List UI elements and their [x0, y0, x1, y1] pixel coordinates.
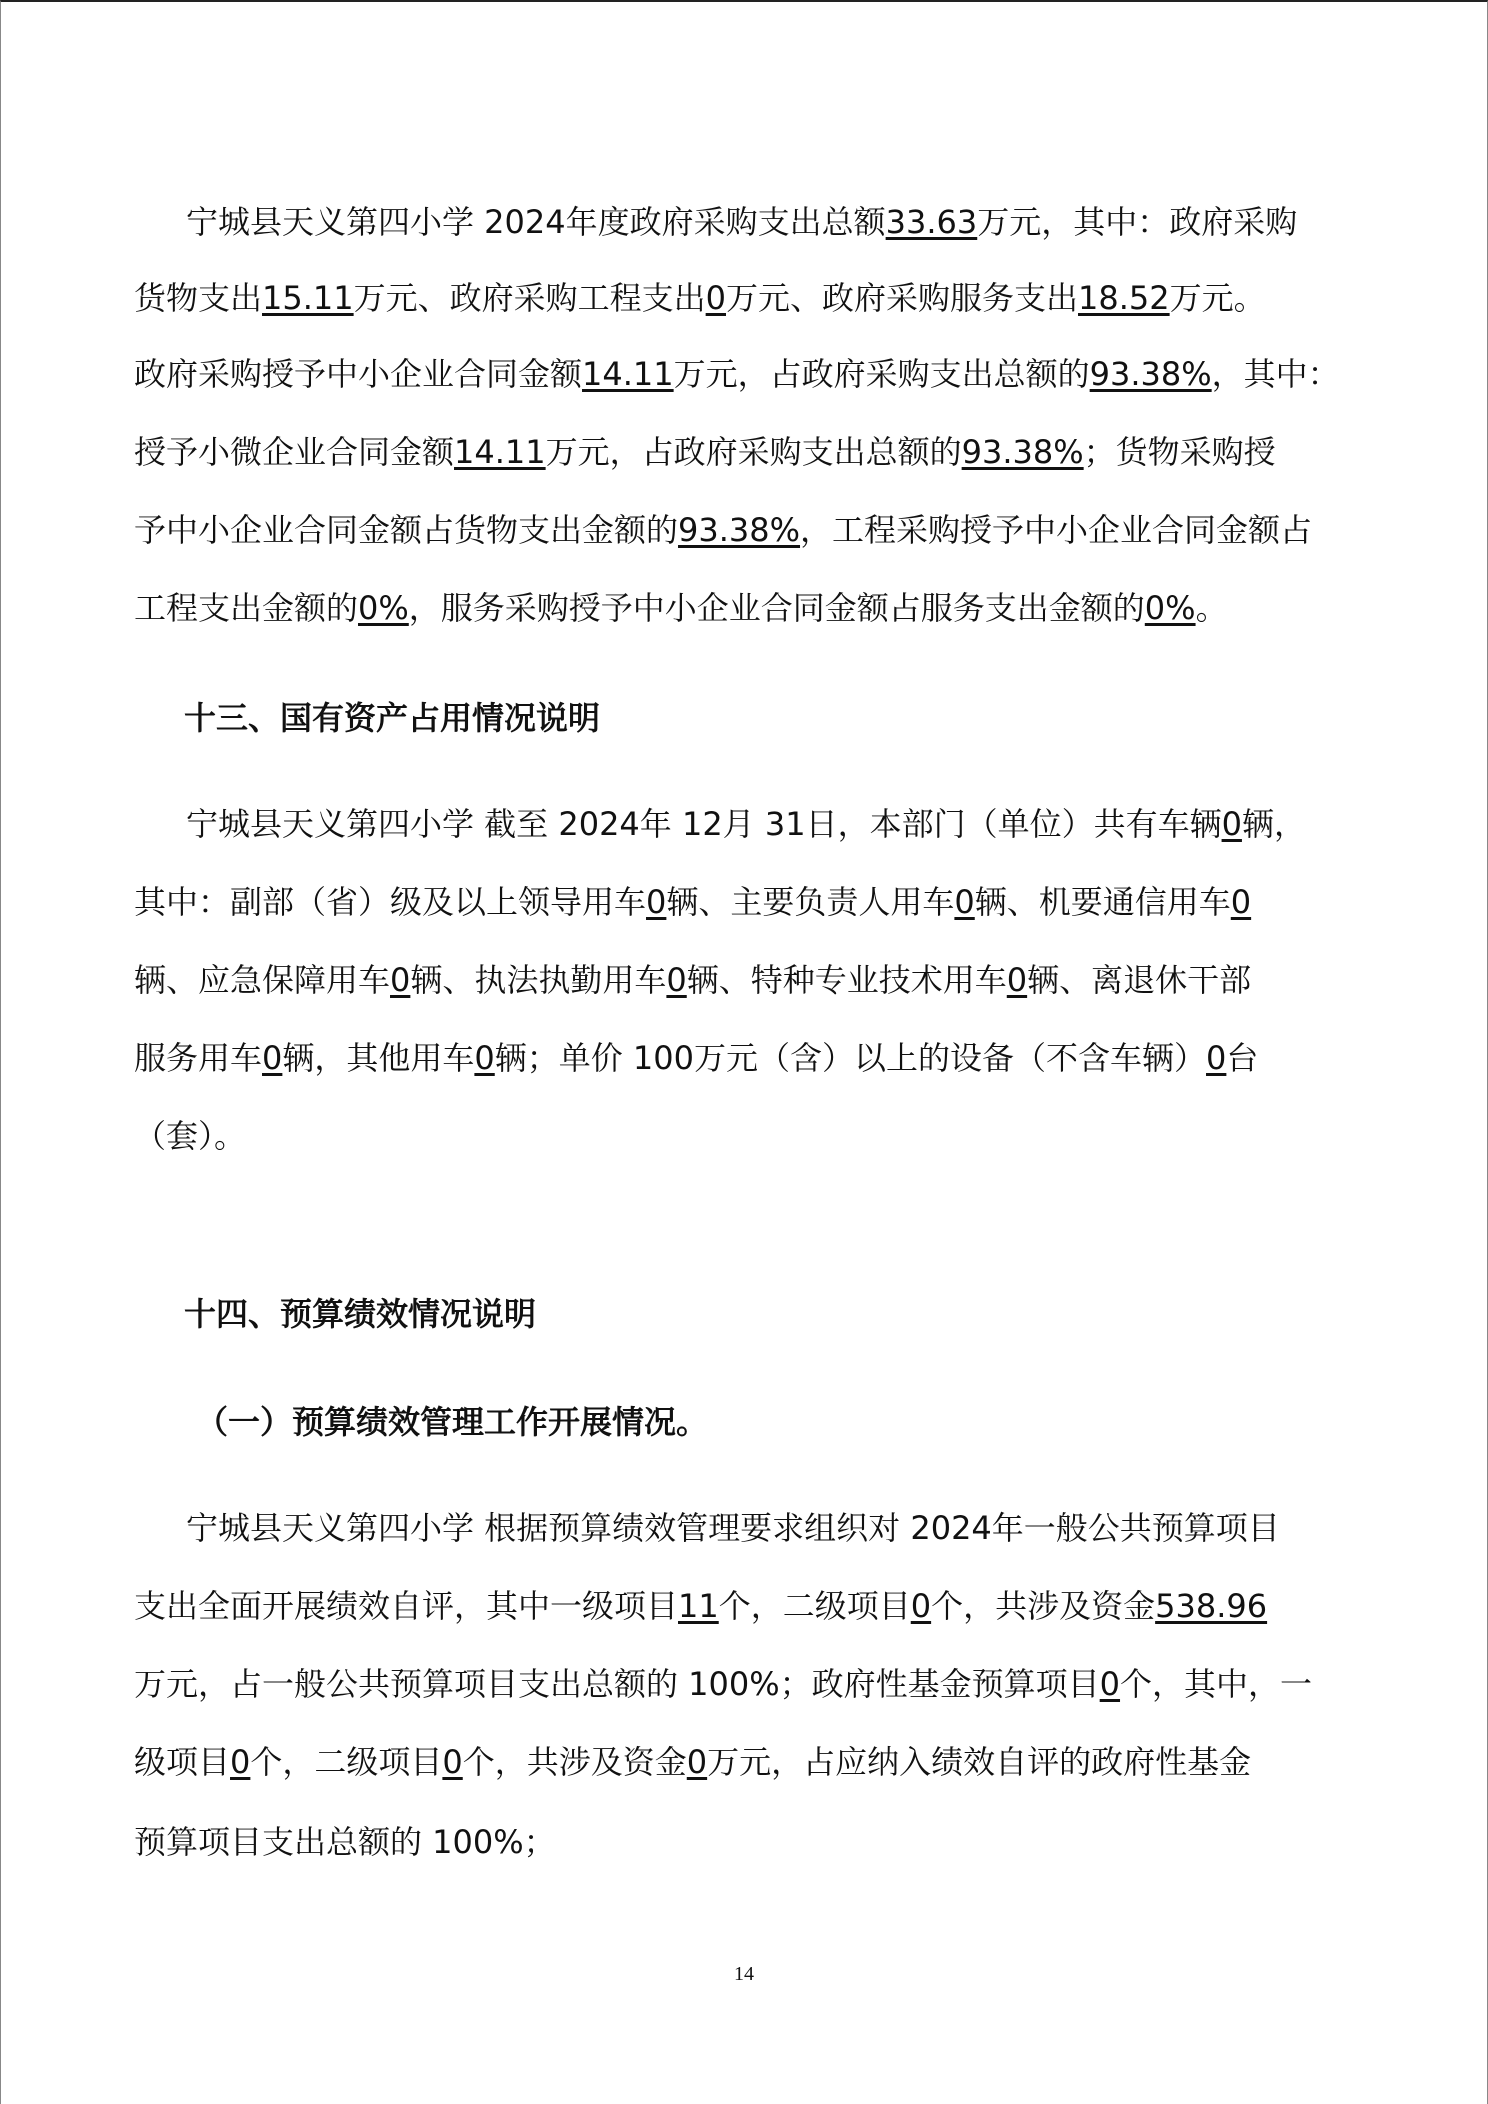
page-number: 14: [734, 1963, 754, 1985]
text-line: 政府采购授予中小企业合同金额14.11万元，占政府采购支出总额的93.38%，其中：: [134, 355, 1340, 393]
text-line: （套）。: [134, 1117, 247, 1155]
section-13-heading: 十三、国有资产占用情况说明: [184, 699, 601, 737]
section-14-subheading: （一）预算绩效管理工作开展情况。: [196, 1403, 709, 1441]
text-line: 支出全面开展绩效自评，其中一级项目11个，二级项目0个，共涉及资金538.96: [134, 1587, 1268, 1625]
text-line: 予中小企业合同金额占货物支出金额的93.38%，工程采购授予中小企业合同金额占: [134, 511, 1313, 549]
text-line: 宁城县天义第四小学 2024年度政府采购支出总额33.63万元，其中：政府采购: [186, 203, 1298, 241]
text-line: 宁城县天义第四小学 截至 2024年 12月 31日，本部门（单位）共有车辆0辆，: [186, 805, 1306, 843]
text-line: 宁城县天义第四小学 根据预算绩效管理要求组织对 2024年一般公共预算项目: [186, 1509, 1280, 1547]
text-line: 级项目0个，二级项目0个，共涉及资金0万元，占应纳入绩效自评的政府性基金: [134, 1743, 1252, 1781]
text-line: 授予小微企业合同金额14.11万元，占政府采购支出总额的93.38%；货物采购授: [134, 433, 1276, 471]
text-line: 预算项目支出总额的 100%；: [134, 1823, 556, 1861]
text-line: 工程支出金额的0%，服务采购授予中小企业合同金额占服务支出金额的0%。: [134, 589, 1228, 627]
text-line: 辆、应急保障用车0辆、执法执勤用车0辆、特种专业技术用车0辆、离退休干部: [134, 961, 1252, 999]
text-line: 服务用车0辆，其他用车0辆；单价 100万元（含）以上的设备（不含车辆）0台: [134, 1039, 1259, 1077]
section-14-heading: 十四、预算绩效情况说明: [184, 1295, 537, 1333]
text-line: 其中：副部（省）级及以上领导用车0辆、主要负责人用车0辆、机要通信用车0: [134, 883, 1252, 921]
text-line: 万元，占一般公共预算项目支出总额的 100%；政府性基金预算项目0个，其中，一: [134, 1665, 1313, 1703]
text-line: 货物支出15.11万元、政府采购工程支出0万元、政府采购服务支出18.52万元。: [134, 279, 1266, 317]
